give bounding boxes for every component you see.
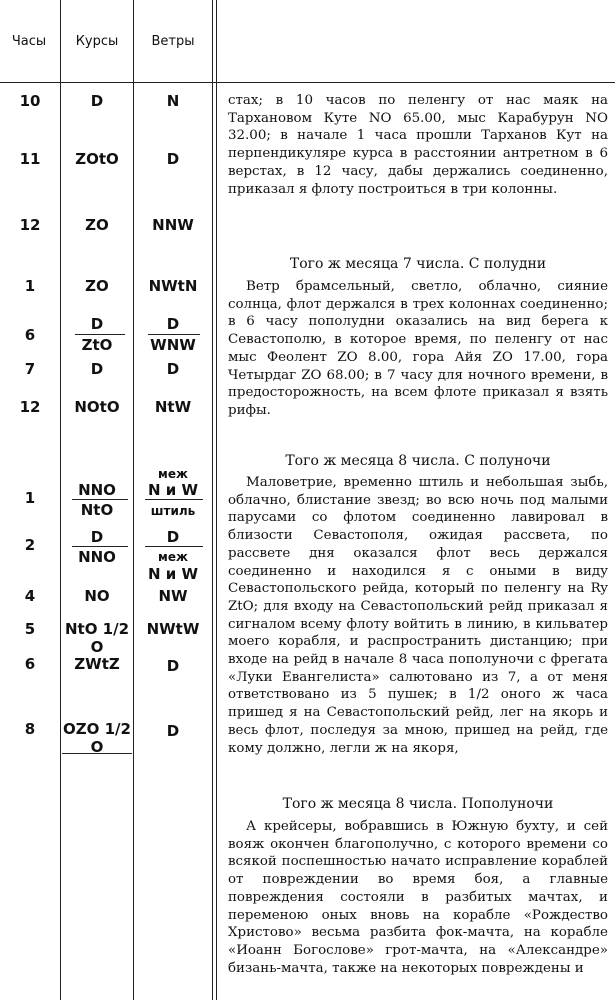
log-wind: D xyxy=(166,657,180,675)
log-wind: N и W xyxy=(147,481,199,499)
section-heading-8-night: Того ж месяца 8 числа. С полуночи xyxy=(285,453,551,469)
fraction-rule xyxy=(72,546,128,547)
column-divider xyxy=(60,0,61,1000)
log-wind-change: штиль xyxy=(150,504,196,518)
log-course: NOtO xyxy=(74,398,120,416)
log-wind: NWtW xyxy=(146,620,200,638)
section-rule xyxy=(62,753,132,754)
log-hour: 1 xyxy=(24,489,36,507)
log-course: D xyxy=(90,360,104,378)
log-hour: 8 xyxy=(24,720,36,738)
log-course: D xyxy=(90,315,104,333)
log-wind-note: меж xyxy=(158,467,188,481)
log-course: NtO 1/2 O xyxy=(64,620,130,656)
fraction-rule xyxy=(72,499,128,500)
log-wind-change: WNW xyxy=(150,336,196,354)
log-course: OZO 1/2 O xyxy=(63,720,131,756)
log-course: D xyxy=(90,92,104,110)
log-hour: 4 xyxy=(24,587,36,605)
header-winds: Ветры xyxy=(151,34,195,49)
log-course-change: ZtO xyxy=(81,336,113,354)
log-course: NNO xyxy=(78,481,116,499)
log-course: ZWtZ xyxy=(74,655,120,673)
log-hour: 5 xyxy=(24,620,36,638)
header-courses: Курсы xyxy=(75,34,119,49)
log-wind: NW xyxy=(158,587,188,605)
log-wind-change: N и W xyxy=(147,565,199,583)
fraction-rule xyxy=(145,499,203,500)
log-wind: N xyxy=(166,92,180,110)
log-course-change: NtO xyxy=(80,501,114,519)
log-hour: 12 xyxy=(19,216,41,234)
header-hours: Часы xyxy=(11,34,47,49)
log-hour: 2 xyxy=(24,536,36,554)
log-hour: 1 xyxy=(24,277,36,295)
log-course: ZOtO xyxy=(75,150,119,168)
column-divider xyxy=(133,0,134,1000)
log-wind: NNW xyxy=(152,216,194,234)
paragraph-3: Маловетрие, временно штиль и небольшая зыбь, облачно, блистание звезд; во всю ночь под малыми парусами со флотом соединенно лавировал в близости Севастополя, ожидая рассвета, по рассвете дня оказался флот весь держался соединенно и находился я с оными в виду Севастопольского рейда, который по пеленгу на Ry ZtO; для входу на Севастопольский рейд приказал я сигналом всему флоту войтить в линию, в кильватер моего корабля, и распространить дистанцию; при входе на рейд в начале 8 часа пополуночи с фрегата «Луки Евангелиста» салютовано из 7, а от меня ответствовано из 5 пушек; в 1/2 оного ж часа пришед я на Севастопольский рейд, лег на якорь и весь флот, последуя за мною, пришед на рейд, где кому должно, легли ж на якоря, xyxy=(228,475,608,756)
fraction-rule xyxy=(145,546,203,547)
paragraph-1: стах; в 10 часов по пеленгу от нас маяк на Тархановом Куте NO 65.00, мыс Карабурун NO 32.00; в начале 1 часа прошли Тарханов Кут на перпендикуляре курса в расстоянии антретном в 6 верстах, в 12 часу, дабы держались соединенно, приказал я флоту построиться в три колонны. xyxy=(228,93,608,197)
log-course: NO xyxy=(84,587,110,605)
log-wind: D xyxy=(166,360,180,378)
log-wind: D xyxy=(166,315,180,333)
fraction-rule xyxy=(148,334,200,335)
log-hour: 12 xyxy=(19,398,41,416)
column-divider xyxy=(212,0,217,1000)
paragraph-4: А крейсеры, вобравшись в Южную бухту, и сей вояж окончен благополучно, с которого времени со всякой поспешностью начато исправление кораблей от повреждении во время боя, а главные повреждения состояли в разбитых мачтах, и переменою оных вновь на корабле «Рождество Христово» весьма разбита фок-мачта, на корабле «Иоанн Богослове» грот-мачта, на «Александре» бизань-мачта, также на некоторых повреждены и xyxy=(228,819,608,976)
log-hour: 6 xyxy=(24,655,36,673)
log-wind: D xyxy=(166,722,180,740)
log-hour: 11 xyxy=(19,150,41,168)
log-hour: 7 xyxy=(24,360,36,378)
log-wind: D xyxy=(166,528,180,546)
log-wind: NtW xyxy=(154,398,192,416)
log-wind: NWtN xyxy=(148,277,198,295)
table-header xyxy=(0,0,615,82)
log-course: ZO xyxy=(85,216,109,234)
paragraph-2: Ветр брамсельный, светло, облачно, сияние солнца, флот держался в трех колоннах соединенно; в 6 часу пополудни оказались на вид берега к Севастополю, в которое время, по пеленгу от нас мыс Феолент ZO 8.00, гора Айя ZO 17.00, гора Четырдаг ZO 68.00; в 7 часу для ночного времени, в предосторожность, на всем флоте приказал я взять рифы. xyxy=(228,279,608,418)
log-wind-note: меж xyxy=(158,550,188,564)
section-heading-8-morning: Того ж месяца 8 числа. Пополуночи xyxy=(282,796,554,812)
log-course: ZO xyxy=(85,277,109,295)
section-heading-7: Того ж месяца 7 числа. С полудни xyxy=(289,256,547,272)
header-divider xyxy=(0,82,615,83)
log-course-change: NNO xyxy=(78,548,116,566)
log-hour: 10 xyxy=(19,92,41,110)
fraction-rule xyxy=(75,334,125,335)
log-wind: D xyxy=(166,150,180,168)
log-course: D xyxy=(90,528,104,546)
log-hour: 6 xyxy=(24,326,36,344)
